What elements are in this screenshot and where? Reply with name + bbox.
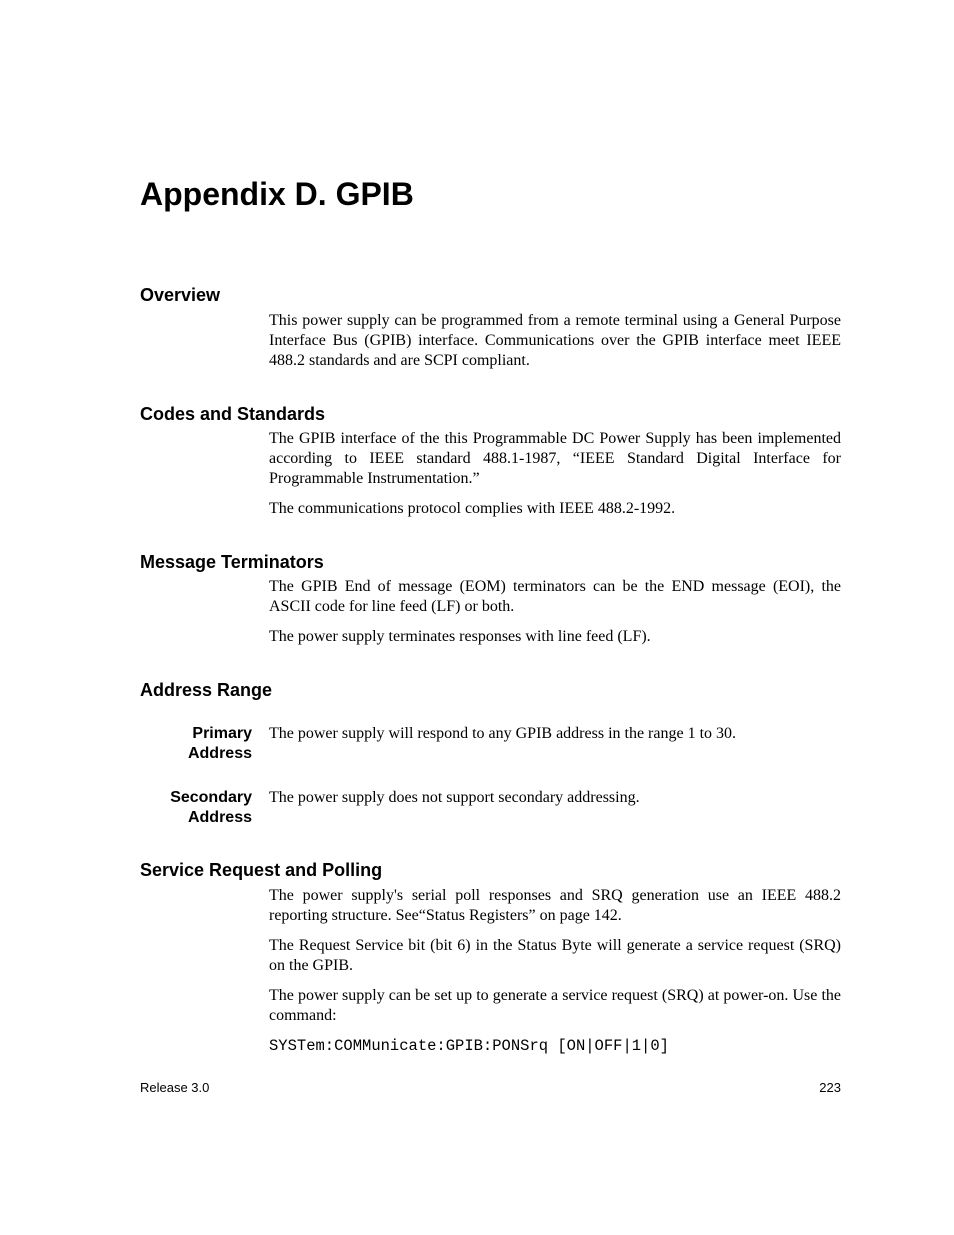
secondary-address-text: The power supply does not support secondary addressing.: [269, 789, 640, 806]
primary-address-body: [269, 724, 841, 744]
primary-address-label: [140, 724, 252, 764]
primary-address-label-line1: Primary: [192, 725, 252, 742]
heading-overview: Overview: [140, 285, 221, 305]
footer-release: Release 3.0: [140, 1080, 210, 1095]
heading-message-terminators: Message Terminators: [140, 552, 324, 572]
overview-body: [269, 311, 841, 371]
terminators-body: [269, 577, 841, 647]
footer-page-number: 223: [819, 1080, 841, 1095]
heading-service-request: Service Request and Polling: [140, 860, 383, 880]
heading-codes-and-standards: Codes and Standards: [140, 404, 326, 424]
command-syntax: SYSTem:COMMunicate:GPIB:PONSrq [ON|OFF|1|0]: [269, 1037, 669, 1055]
primary-address-label-line2: Address: [187, 745, 252, 762]
heading-address-range: Address Range: [140, 680, 273, 700]
codes-paragraph-2: The communications protocol complies with IEEE 488.2-1992.: [269, 500, 676, 517]
codes-paragraph-1: The GPIB interface of the this Programmable DC Power Supply has been implemented according to IEEE standard 488.1-1987, “IEEE Standard Digital Interface for Programmable Instrumentation.”: [269, 430, 841, 487]
terminators-paragraph-1: The GPIB End of message (EOM) terminators can be the END message (EOI), the ASCII code for line feed (LF) or both.: [269, 578, 841, 615]
service-paragraph-3: The power supply can be set up to generate a service request (SRQ) at power-on. Use the command:: [269, 987, 841, 1024]
codes-body: [269, 429, 841, 519]
overview-paragraph: This power supply can be programmed from a remote terminal using a General Purpose Interface Bus (GPIB) interface. Communications over the GPIB interface meet IEEE 488.2 standards and are SCPI compliant.: [269, 312, 841, 369]
service-paragraph-1: The power supply's serial poll responses and SRQ generation use an IEEE 488.2 reporting structure. See“Status Registers” on page 142.: [269, 887, 841, 924]
service-paragraph-2: The Request Service bit (bit 6) in the Status Byte will generate a service request (SRQ) on the GPIB.: [269, 937, 841, 974]
secondary-address-label: [140, 788, 252, 828]
terminators-paragraph-2: The power supply terminates responses with line feed (LF).: [269, 628, 651, 645]
primary-address-text: The power supply will respond to any GPIB address in the range 1 to 30.: [269, 725, 737, 742]
secondary-address-label-line1: Secondary: [170, 789, 252, 806]
service-body: [269, 886, 841, 1056]
secondary-address-label-line2: Address: [187, 809, 252, 826]
secondary-address-body: [269, 788, 841, 808]
page-title: Appendix D. GPIB: [140, 176, 414, 212]
